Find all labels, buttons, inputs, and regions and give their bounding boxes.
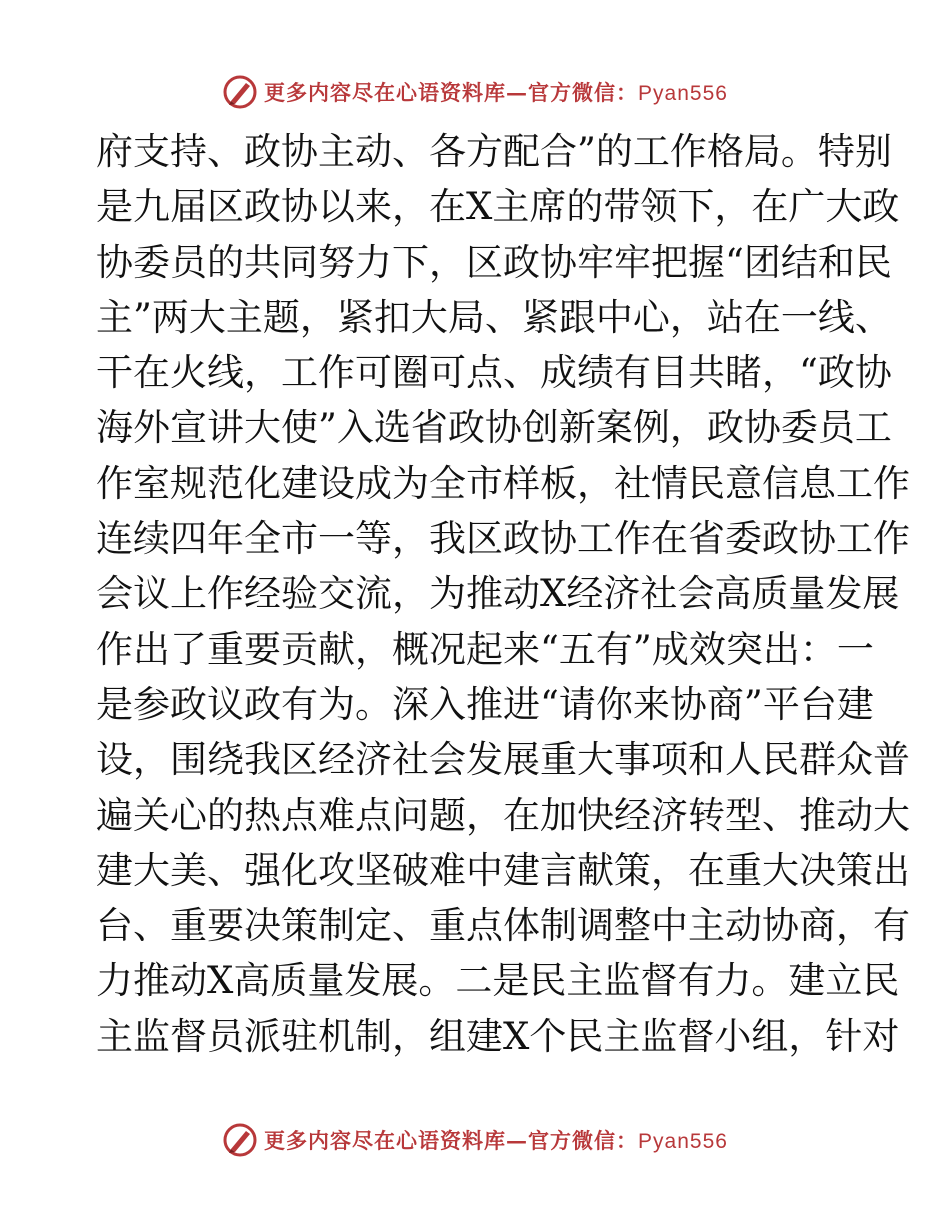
- text-line: 作出了重要贡献，概况起来“五有”成效突出：一: [96, 627, 874, 671]
- watermark-text: 更多内容尽在心语资料库—官方微信：Pyan556: [264, 80, 728, 105]
- text-line: 建大美、强化攻坚破难中建言献策，在重大决策出: [96, 848, 910, 892]
- pen-logo-icon: [222, 1122, 258, 1158]
- text-line: 协委员的共同努力下，区政协牢牢把握“团结和民: [96, 240, 892, 284]
- watermark-text: 更多内容尽在心语资料库—官方微信：Pyan556: [264, 1128, 728, 1153]
- text-line: 干在火线，工作可圈可点、成绩有目共睹，“政协: [96, 351, 892, 395]
- text-line: 海外宣讲大使”入选省政协创新案例，政协委员工: [96, 406, 892, 450]
- text-line: 会议上作经验交流，为推动X经济社会高质量发展: [96, 572, 900, 616]
- document-body: [96, 124, 910, 1064]
- watermark-id: Pyan556: [638, 82, 728, 105]
- pen-logo-icon: [222, 74, 258, 110]
- text-line: 主”两大主题，紧扣大局、紧跟中心，站在一线、: [96, 295, 892, 339]
- text-line: 台、重要决策制定、重点体制调整中主动协商，有: [96, 904, 910, 948]
- text-line: 连续四年全市一等，我区政协工作在省委政协工作: [96, 517, 910, 561]
- header-watermark: [0, 72, 950, 112]
- text-line: 是九届区政协以来，在X主席的带领下，在广大政: [96, 185, 900, 229]
- text-line: 是参政议政有为。深入推进“请你来协商”平台建: [96, 682, 874, 726]
- watermark-id: Pyan556: [638, 1130, 728, 1153]
- text-line: 府支持、政协主动、各方配合”的工作格局。特别: [96, 130, 892, 173]
- footer-watermark: [0, 1120, 950, 1160]
- text-line: 力推动X高质量发展。二是民主监督有力。建立民: [96, 959, 900, 1003]
- text-line: 遍关心的热点难点问题，在加快经济转型、推动大: [96, 793, 910, 837]
- text-line: 主监督员派驻机制，组建X个民主监督小组，针对: [96, 1014, 900, 1058]
- text-line: 作室规范化建设成为全市样板，社情民意信息工作: [96, 461, 910, 505]
- text-line: 设，围绕我区经济社会发展重大事项和人民群众普: [96, 738, 910, 782]
